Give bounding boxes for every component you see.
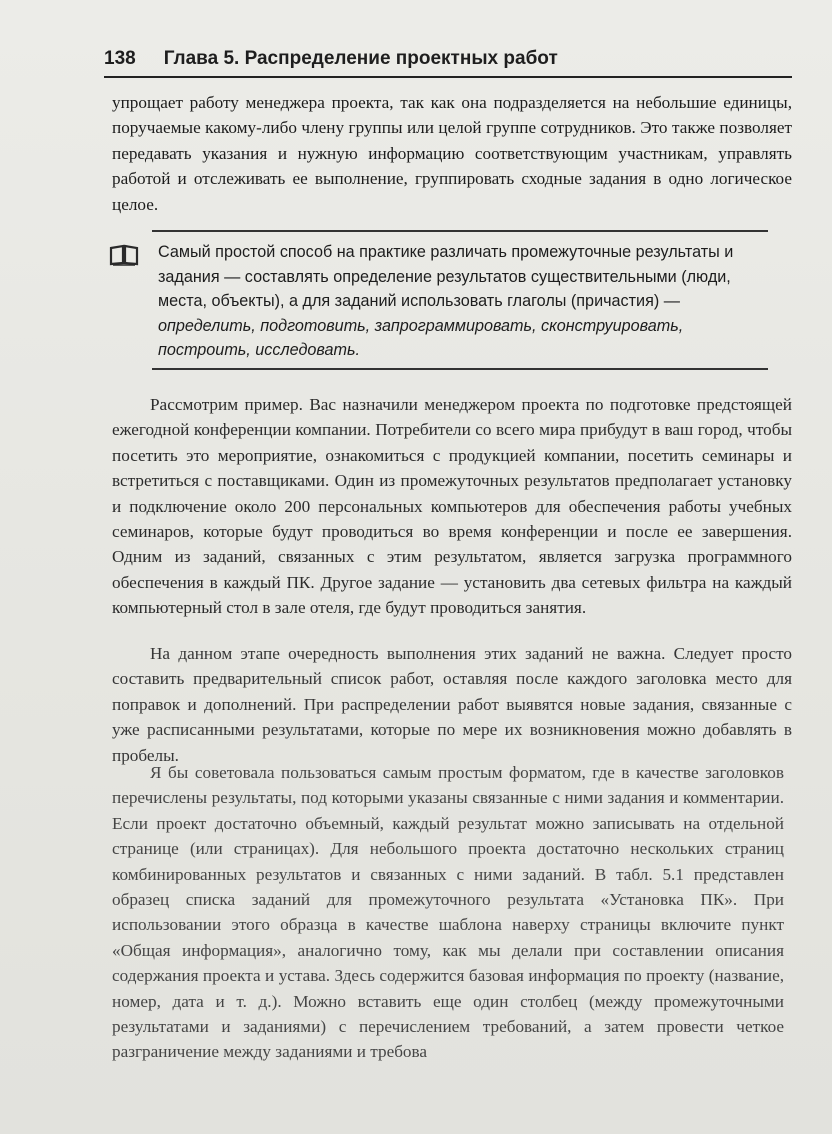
paragraph-example: Рассмотрим пример. Вас назначили менеджером проекта по подготовке предстоящей ежегодной конференции компании. Потребители со всего мира прибудут в ваш город, чтобы посетить это мероприятие, ознакомиться с продукцией компании, посетить семинары и встретиться с поставщиками. Один из промежуточных результатов предполагает установку и подключение около 200 персональных компьютеров для обеспечения работы учебных семинаров, которые будут проводиться во время конференции и после ее завершения. Одним из заданий, связанных с этим результатом, является загрузка программного обеспечения в каждый ПК. Другое задание — установить два сетевых фильтра на каждый компьютерный стол в зале отеля, где будут проводиться занятия. [112,395,792,618]
note-top-divider [152,230,768,232]
paragraph-continuation: упрощает работу менеджера проекта, так как она подразделяется на небольшие единицы, поручаемые какому-либо члену группы или целой группе сотрудников. Это также позволяет передавать указания и нужную информацию соответствующим участникам, управлять работой и отслеживать ее выполнение, группировать сходные задания в одно логическое целое. [112,93,792,214]
page-number: 138 [104,48,136,69]
header-divider [104,76,792,78]
book-icon [109,244,139,266]
running-header [104,48,792,78]
note-text [158,240,770,363]
chapter-title: Глава 5. Распределение проектных работ [163,48,558,69]
note-text-italic: определить, подготовить, запрограммировать, сконструировать, построить, исследовать. [158,316,684,360]
note-text-regular: Самый простой способ на практике различать промежуточные результаты и задания — составлять определение результатов существительными (люди, места, объекты), а для заданий использовать глаголы (причастия) — [158,243,734,311]
paragraph-order: На данном этапе очередность выполнения этих заданий не важна. Следует просто составить предварительный список работ, оставляя после каждого заголовка место для поправок и дополнений. При распределении работ выявятся новые задания, связанные с уже расписанными результатами, которые по мере их возникновения можно добавлять в пробелы. [112,644,792,765]
note-bottom-divider [152,368,768,370]
paragraph-format: Я бы советовала пользоваться самым простым форматом, где в качестве заголовков перечислены результаты, под которыми указаны связанные с ними задания и комментарии. Если проект достаточно объемный, каждый результат можно записывать на отдельной странице (или страницах). Для небольшого проекта достаточно нескольких страниц комбинированных результатов и связанных с ними заданий. В табл. 5.1 представлен образец списка заданий для промежуточного результата «Установка ПК». При использовании этого образца в качестве шаблона наверху страницы включите пункт «Общая информация», аналогично тому, как мы делали при составлении описания содержания проекта и устава. Здесь содержится базовая информация по проекту (название, номер, дата и т. д.). Можно вставить еще один столбец (между промежуточными результатами и заданиями) с перечислением требований, а затем провести четкое разграничение между заданиями и требова [112,763,784,1062]
